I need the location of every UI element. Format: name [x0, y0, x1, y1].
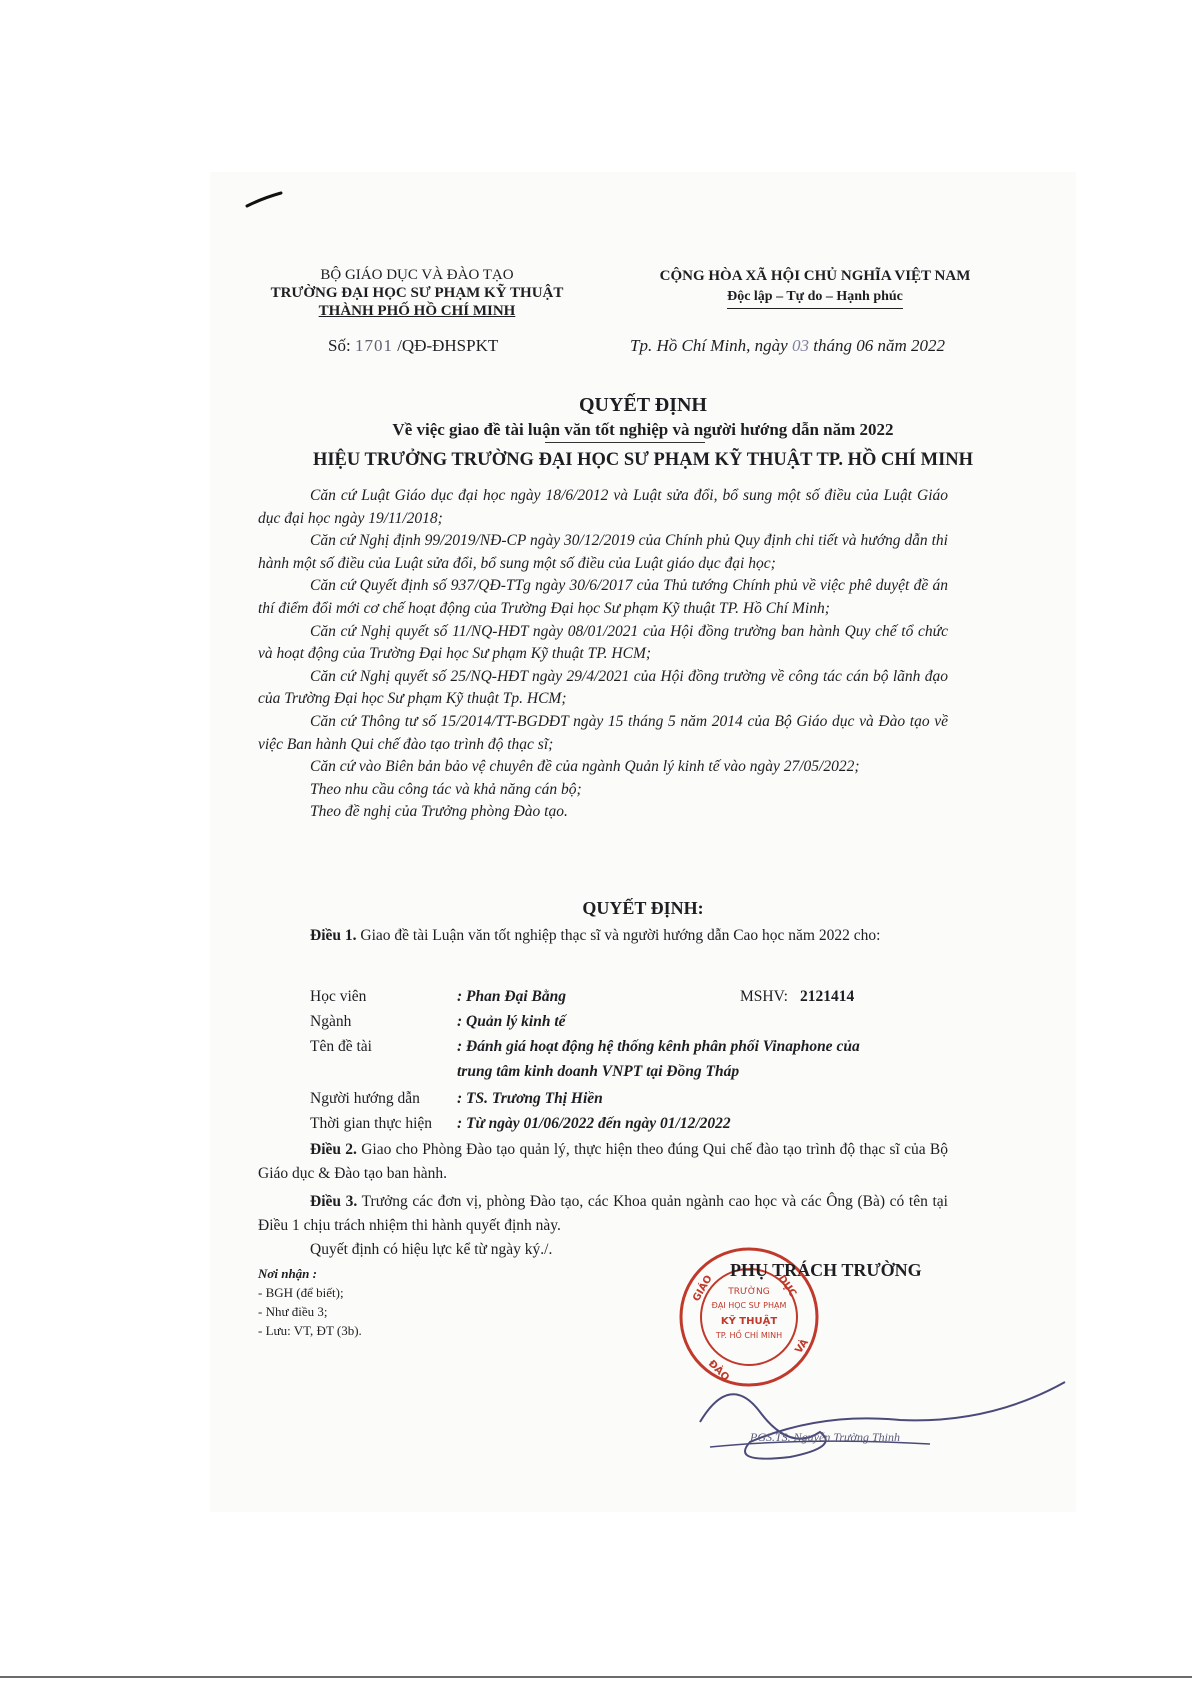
issue-day: 03 [791, 336, 809, 355]
svg-text:GIÁO: GIÁO [691, 1273, 715, 1304]
country-name: CỘNG HÒA XÃ HỘI CHỦ NGHĨA VIỆT NAM [659, 268, 971, 284]
advisor-label: Người hướng dẫn [310, 1090, 420, 1107]
issue-date: Tp. Hồ Chí Minh, ngày 03 tháng 06 năm 2022 [630, 336, 945, 355]
basis-item: Căn cứ vào Biên bản bảo vệ chuyên đề của ngành Quản lý kinh tế vào ngày 27/05/2022; [310, 758, 860, 776]
recipients [258, 1264, 362, 1340]
document-page [210, 172, 1076, 1512]
title-divider [545, 442, 705, 443]
effective-clause: Quyết định có hiệu lực kể từ ngày ký./. [310, 1241, 553, 1258]
svg-text:ĐÀO: ĐÀO [705, 1358, 732, 1384]
student-id: 2121414 [800, 988, 855, 1005]
topic-label: Tên đề tài [310, 1038, 372, 1055]
article-3-label: Điều 3. [310, 1193, 358, 1210]
bottom-border [0, 1676, 1192, 1678]
basis-item: Theo đề nghị của Trưởng phòng Đào tạo. [310, 803, 568, 821]
school-name-line1: TRƯỜNG ĐẠI HỌC SƯ PHẠM KỸ THUẬT [270, 285, 564, 301]
recipient-item: - Lưu: VT, ĐT (3b). [258, 1323, 362, 1338]
document-number: Số: 1701 /QĐ-ĐHSPKT [328, 336, 499, 355]
svg-text:VÀ: VÀ [793, 1337, 811, 1356]
basis-item: Theo nhu cầu công tác và khả năng cán bộ; [310, 780, 582, 798]
basis-item: Căn cứ Nghị định 99/2019/NĐ-CP ngày 30/12/2019 của Chính phủ Quy định chi tiết và hướng dẫn thi hành một số điều của Luật sửa đổi, bổ sung một số điều của Luật giáo dục đại học; [258, 532, 948, 572]
document-number-value: 1701 [354, 336, 393, 355]
student-info [310, 984, 990, 1132]
basis-item: Căn cứ Quyết định số 937/QĐ-TTg ngày 30/6/2017 của Thủ tướng Chính phủ về việc phê duyệt đề án thí điểm đổi mới cơ chế hoạt động của Trường Đại học Sư phạm Kỹ thuật TP. Hồ Chí Minh; [258, 577, 948, 617]
article-3: Điều 3. Trưởng các đơn vị, phòng Đào tạo, các Khoa quản ngành cao học và các Ông (Bà) có tên tại Điều 1 chịu trách nhiệm thi hành quyết định này. [258, 1193, 948, 1234]
authority-heading: HIỆU TRƯỞNG TRƯỜNG ĐẠI HỌC SƯ PHẠM KỸ THUẬT TP. HỒ CHÍ MINH [312, 450, 974, 470]
student-id-label: MSHV: [740, 988, 788, 1005]
basis-item: Căn cứ Luật Giáo dục đại học ngày 18/6/2012 và Luật sửa đổi, bổ sung một số điều của Luật Giáo dục đại học ngày 19/11/2018; [258, 487, 948, 527]
major-value: : Quản lý kinh tế [457, 1013, 566, 1030]
svg-text:DỤC: DỤC [775, 1273, 799, 1300]
topic-line-2: trung tâm kinh doanh VNPT tại Đồng Tháp [457, 1063, 740, 1080]
article-2: Điều 2. Giao cho Phòng Đào tạo quản lý, thực hiện theo đúng Qui chế đào tạo trình độ thạc sĩ của Bộ Giáo dục & Đào tạo ban hành. [258, 1141, 949, 1182]
article-1-label: Điều 1. [310, 927, 357, 944]
svg-text:ĐẠI HỌC SƯ PHẠM: ĐẠI HỌC SƯ PHẠM [711, 1301, 787, 1310]
student-name: : Phan Đại Bằng [457, 988, 566, 1005]
recipients-title: Nơi nhận : [258, 1266, 317, 1281]
svg-text:TRƯỜNG: TRƯỜNG [728, 1287, 770, 1297]
decision-heading: QUYẾT ĐỊNH: [582, 898, 704, 918]
signer-position: PHỤ TRÁCH TRƯỜNG [730, 1260, 922, 1280]
pen-mark [245, 190, 285, 210]
handwritten-signature [670, 1352, 1070, 1472]
school-name-line2: THÀNH PHỐ HỒ CHÍ MINH [318, 303, 516, 319]
article-1: Điều 1. Giao đề tài Luận văn tốt nghiệp thạc sĩ và người hướng dẫn Cao học năm 2022 cho: [310, 927, 881, 944]
period-label: Thời gian thực hiện [310, 1115, 433, 1132]
document-title: QUYẾT ĐỊNH [579, 394, 707, 416]
major-label: Ngành [310, 1013, 352, 1030]
recipient-item: - Như điều 3; [258, 1304, 328, 1319]
national-heading [610, 266, 1020, 309]
national-motto: Độc lập – Tự do – Hạnh phúc [727, 287, 903, 309]
basis-item: Căn cứ Nghị quyết số 25/NQ-HĐT ngày 29/4/2021 của Hội đồng trường về công tác cán bộ lãnh đạo của Trường Đại học Sư phạm Kỹ thuật Tp. HCM; [258, 667, 948, 708]
legal-basis [258, 485, 948, 824]
recipient-item: - BGH (để biết); [258, 1285, 344, 1300]
issuing-agency [267, 266, 567, 320]
topic-line-1: : Đánh giá hoạt động hệ thống kênh phân phối Vinaphone của [457, 1038, 860, 1055]
signer-name: PGS.TS. Nguyễn Trường Thịnh [750, 1430, 900, 1444]
svg-text:TP. HỒ CHÍ MINH: TP. HỒ CHÍ MINH [715, 1331, 783, 1340]
basis-item: Căn cứ Nghị quyết số 11/NQ-HĐT ngày 08/01/2021 của Hội đồng trường ban hành Quy chế tổ chức và hoạt động của Trường Đại học Sư phạm Kỹ thuật TP. HCM; [258, 622, 948, 663]
svg-text:KỸ THUẬT: KỸ THUẬT [720, 1316, 778, 1327]
article-2-label: Điều 2. [310, 1141, 357, 1158]
period-value: : Từ ngày 01/06/2022 đến ngày 01/12/2022 [457, 1115, 731, 1132]
advisor-value: : TS. Trương Thị Hiền [457, 1090, 603, 1107]
document-subject: Về việc giao đề tài luận văn tốt nghiệp và người hướng dẫn năm 2022 [392, 420, 894, 439]
basis-item: Căn cứ Thông tư số 15/2014/TT-BGDĐT ngày 15 tháng 5 năm 2014 của Bộ Giáo dục và Đào tạo về việc Ban hành Qui chế đào tạo trình độ thạc sĩ; [258, 712, 948, 753]
student-name-label: Học viên [310, 988, 367, 1005]
ministry-name: BỘ GIÁO DỤC VÀ ĐÀO TẠO [320, 267, 514, 283]
